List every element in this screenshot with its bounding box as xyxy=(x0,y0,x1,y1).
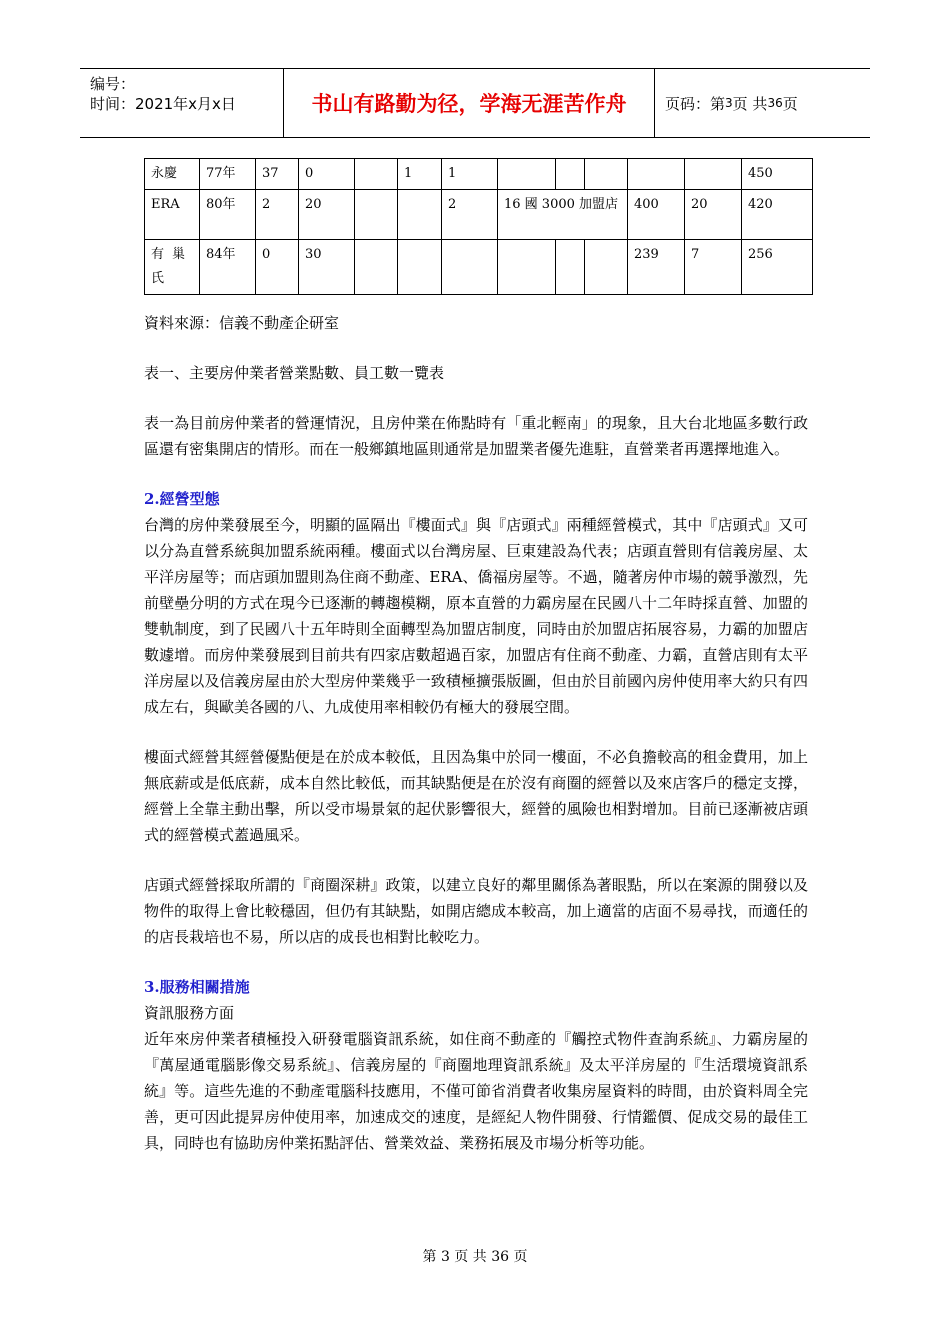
table-row xyxy=(145,159,813,190)
section-title: 2.經營型態 xyxy=(144,490,220,508)
table-cell xyxy=(355,190,398,240)
table-cell: 20 xyxy=(685,190,742,240)
table-cell: 20 xyxy=(299,190,355,240)
table-cell xyxy=(398,240,442,295)
page-header xyxy=(80,68,870,138)
page-counter xyxy=(665,69,798,137)
table-cell: 84年 xyxy=(200,240,256,295)
table-cell: 420 xyxy=(742,190,813,240)
table-cell: ERA xyxy=(145,190,200,240)
table-cell: 0 xyxy=(256,240,299,295)
table-cell xyxy=(585,159,628,190)
table-cell: 239 xyxy=(628,240,685,295)
table-cell xyxy=(355,159,398,190)
header-meta xyxy=(80,69,284,137)
table-cell: 256 xyxy=(742,240,813,295)
table-cell: 1 xyxy=(398,159,442,190)
page-total: 36 xyxy=(767,96,783,110)
paragraph: 表一為目前房仲業者的營運情況，且房仲業在佈點時有「重北輕南」的現象，且大台北地區多數行政區還有密集開店的情形。而在一般鄉鎮地區則通常是加盟業者優先進駐，直營業者再選擇地進入。 xyxy=(144,414,808,458)
table-cell: 450 xyxy=(742,159,813,190)
table-cell: 77年 xyxy=(200,159,256,190)
table-cell xyxy=(442,240,498,295)
table-cell xyxy=(556,159,585,190)
table-cell: 7 xyxy=(685,240,742,295)
section-title: 3.服務相關措施 xyxy=(144,978,250,996)
document-body xyxy=(144,310,808,1156)
table-cell xyxy=(556,240,585,295)
number-label: 编号： xyxy=(90,75,136,93)
table-cell xyxy=(498,159,556,190)
table-row xyxy=(145,240,813,295)
paragraph: 樓面式經營其經營優點便是在於成本較低，且因為集中於同一樓面，不必負擔較高的租金費用，加上無底薪或是低底薪，成本自然比較低，而其缺點便是在於沒有商圈的經營以及來店客戶的穩定支撐，經營上全靠主動出擊，所以受市場景氣的起伏影響很大，經營的風險也相對增加。目前已逐漸被店頭式的經營模式蓋過風采。 xyxy=(144,748,808,844)
table-cell xyxy=(628,159,685,190)
table-cell: 2 xyxy=(442,190,498,240)
page-mid: 页 共 xyxy=(732,94,768,113)
table-cell xyxy=(685,159,742,190)
table-cell: 2 xyxy=(256,190,299,240)
page-current: 3 xyxy=(725,96,733,110)
page-footer: 第 3 页 共 36 页 xyxy=(422,1249,528,1265)
table-cell xyxy=(355,240,398,295)
table-cell: 30 xyxy=(299,240,355,295)
table-cell: 16 國 3000 加盟店 xyxy=(498,190,628,240)
table-cell: 永慶 xyxy=(145,159,200,190)
table-cell xyxy=(498,240,556,295)
table-caption: 表一、主要房仲業者營業點數、員工數一覽表 xyxy=(144,364,445,382)
stats-table xyxy=(144,158,813,295)
source-note: 資料來源：信義不動產企研室 xyxy=(144,314,340,332)
date-label: 时间：2021年x月x日 xyxy=(90,95,236,113)
table-cell: 400 xyxy=(628,190,685,240)
table-cell xyxy=(585,240,628,295)
table-cell: 80年 xyxy=(200,190,256,240)
paragraph: 店頭式經營採取所謂的『商圈深耕』政策，以建立良好的鄰里關係為著眼點，所以在案源的開發以及物件的取得上會比較穩固，但仍有其缺點，如開店總成本較高，加上適當的店面不易尋找，而適任的的店長栽培也不易，所以店的成長也相對比較吃力。 xyxy=(144,876,808,946)
subsection-title: 資訊服務方面 xyxy=(144,1004,235,1022)
page-suffix: 页 xyxy=(782,94,798,113)
table-cell: 有巢氏 xyxy=(145,240,200,295)
header-motto: 书山有路勤为径，学海无涯苦作舟 xyxy=(284,69,655,137)
table-row xyxy=(145,190,813,240)
page-prefix: 页码：第 xyxy=(665,94,726,113)
table-cell: 1 xyxy=(442,159,498,190)
paragraph: 台灣的房仲業發展至今，明顯的區隔出『樓面式』與『店頭式』兩種經營模式，其中『店頭式』又可以分為直營系統與加盟系統兩種。樓面式以台灣房屋、巨東建設為代表；店頭直營則有信義房屋、太平洋房屋等；而店頭加盟則為住商不動產、ERA、僑福房屋等。不過，隨著房仲市場的競爭激烈，先前壁壘分明的方式在現今已逐漸的轉趨模糊，原本直營的力霸房屋在民國八十二年時採直營、加盟的雙軌制度，到了民國八十五年時則全面轉型為加盟店制度，同時由於加盟店拓展容易，力霸的加盟店數遽增。而房仲業發展到目前共有四家店數超過百家，加盟店有住商不動產、力霸，直營店則有太平洋房屋以及信義房屋由於大型房仲業幾乎一致積極擴張版圖，但由於目前國內房仲使用率大約只有四成左右，與歐美各國的八、九成使用率相較仍有極大的發展空間。 xyxy=(144,516,808,716)
table-cell: 0 xyxy=(299,159,355,190)
table-cell xyxy=(398,190,442,240)
table-cell: 37 xyxy=(256,159,299,190)
paragraph: 近年來房仲業者積極投入研發電腦資訊系統，如住商不動產的『觸控式物件查詢系統』、力霸房屋的『萬屋通電腦影像交易系統』、信義房屋的『商圈地理資訊系統』及太平洋房屋的『生活環境資訊系統』等。這些先進的不動產電腦科技應用，不僅可節省消費者收集房屋資料的時間，由於資料周全完善，更可因此提昇房仲使用率，加速成交的速度，是經紀人物件開發、行情鑑價、促成交易的最佳工具，同時也有協助房仲業拓點評估、營業效益、業務拓展及市場分析等功能。 xyxy=(144,1030,808,1152)
